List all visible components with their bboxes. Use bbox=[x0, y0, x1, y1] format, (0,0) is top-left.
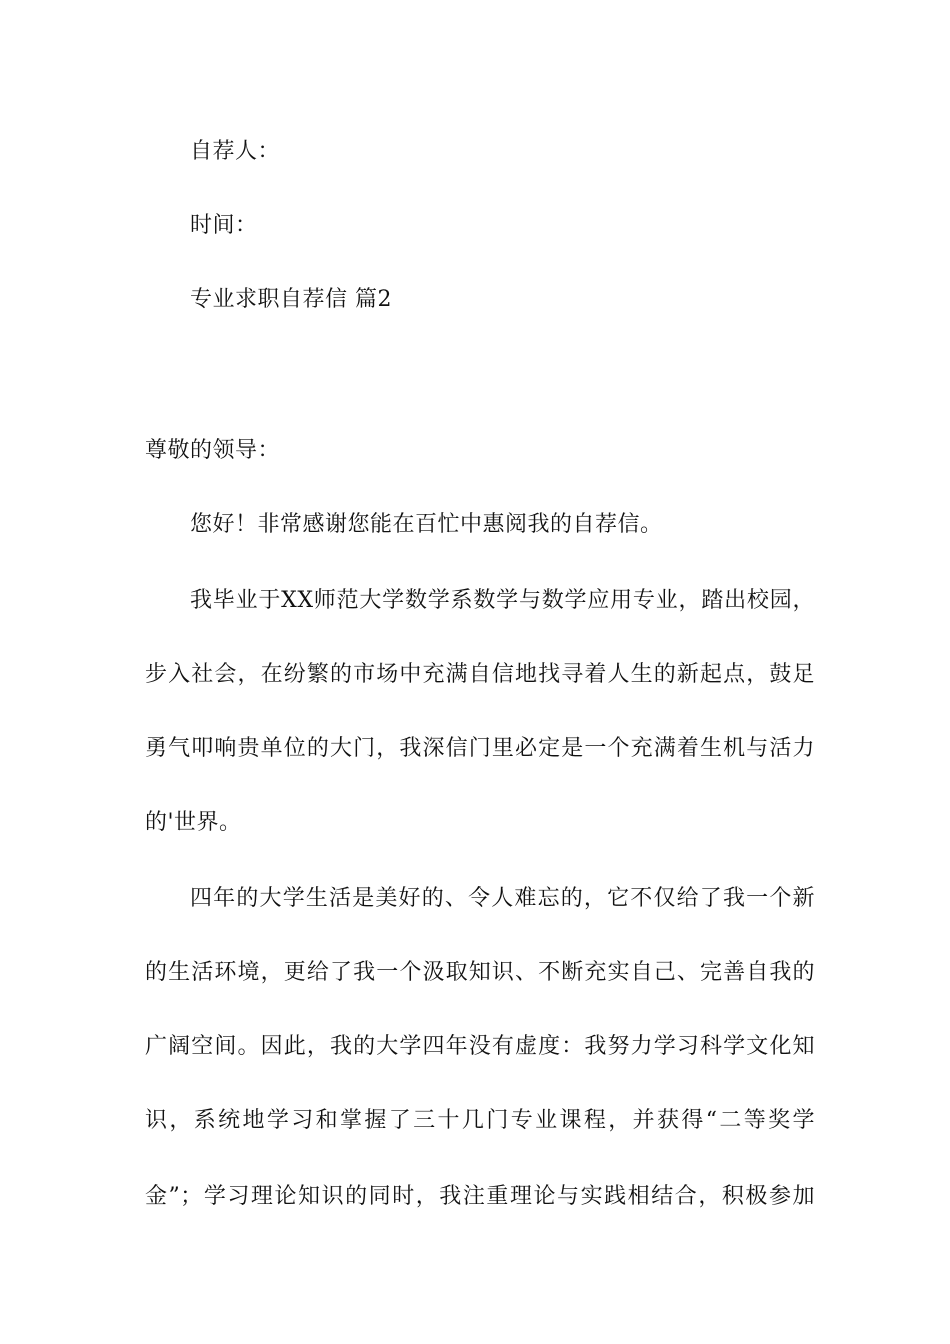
paragraph-2-line-1: 四年的大学生活是美好的、令人难忘的，它不仅给了我一个新 bbox=[190, 886, 815, 911]
paragraph-2-line-2: 的生活环境，更给了我一个汲取知识、不断充实自己、完善自我的 bbox=[145, 960, 815, 985]
section-title: 专业求职自荐信 篇2 bbox=[190, 287, 392, 312]
paragraph-2-line-4: 识，系统地学习和掌握了三十几门专业课程，并获得“二等奖学 bbox=[145, 1108, 815, 1133]
paragraph-1-line-4: 的'世界。 bbox=[145, 810, 242, 835]
paragraph-1-line-1: 我毕业于XX师范大学数学系数学与数学应用专业，踏出校园， bbox=[190, 588, 815, 613]
paragraph-1-line-3: 勇气叩响贵单位的大门，我深信门里必定是一个充满着生机与活力 bbox=[145, 736, 815, 761]
time-label: 时间： bbox=[190, 213, 258, 238]
letter-salutation: 尊敬的领导： bbox=[145, 438, 281, 463]
paragraph-2-line-5: 金”；学习理论知识的同时，我注重理论与实践相结合，积极参加 bbox=[145, 1184, 815, 1209]
recommender-label: 自荐人： bbox=[190, 139, 281, 164]
paragraph-1-line-2: 步入社会，在纷繁的市场中充满自信地找寻着人生的新起点，鼓足 bbox=[145, 662, 815, 687]
paragraph-2-line-3: 广阔空间。因此，我的大学四年没有虚度：我努力学习科学文化知 bbox=[145, 1034, 815, 1059]
letter-greeting: 您好！非常感谢您能在百忙中惠阅我的自荐信。 bbox=[190, 512, 663, 537]
